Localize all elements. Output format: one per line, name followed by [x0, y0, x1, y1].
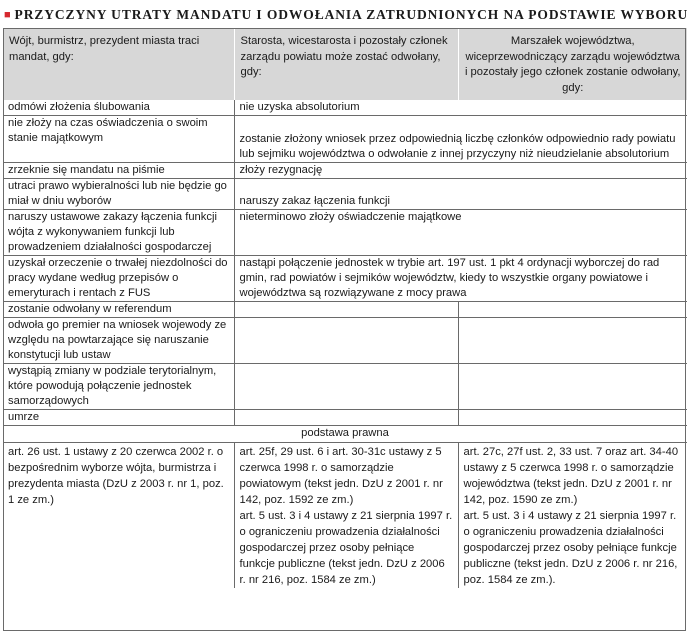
cell-wojt: odmówi złożenia ślubowania — [3, 100, 234, 116]
table-row — [3, 410, 687, 426]
legal-basis-wojewodztwo-text-1: art. 27c, 27f ust. 2, 33 ust. 7 oraz art. 34-40 ustawy z 5 czerwca 1998 r. o samorządzie województwa (tekst jedn. DzU z 2001 r. nr 142, poz. 1590 ze zm.) — [463, 446, 679, 506]
legal-basis-powiat-text-1: art. 25f, 29 ust. 6 i art. 30-31c ustawy z 5 czerwca 1998 r. o samorządzie powiatowym (tekst jedn. DzU z 2001 r. nr 142, poz. 1592 ze zm.) — [239, 446, 443, 506]
title-text: PRZYCZYNY UTRATY MANDATU I ODWOŁANIA ZATRUDNIONYCH NA PODSTAWIE WYBORU — [14, 7, 689, 22]
document-title — [4, 4, 688, 26]
cell-powiat-wojewodztwo: nie uzyska absolutorium — [234, 100, 687, 116]
table-row — [3, 302, 687, 318]
legal-basis-header-row — [3, 426, 687, 443]
cell-wojt: wystąpią zmiany w podziale terytorialnym, które powodują połączenie jednostek samorządowych — [3, 364, 234, 410]
header-wojt: Wójt, burmistrz, prezydent miasta traci mandat, gdy: — [3, 28, 234, 100]
header-starosta: Starosta, wicestarosta i pozostały członek zarządu powiatu może zostać odwołany, gdy: — [234, 28, 458, 100]
cell-powiat-wojewodztwo: nieterminowo złoży oświadczenie majątkowe — [234, 210, 687, 256]
cell-wojt: umrze — [3, 410, 234, 426]
red-marker-icon: ■ — [4, 9, 12, 21]
cell-wojt: zrzeknie się mandatu na piśmie — [3, 163, 234, 179]
cell-powiat-wojewodztwo: zostanie złożony wniosek przez odpowiednią liczbę członków odpowiednio rady powiatu lub sejmiku województwa o odwołanie z innej przyczyny niż nieudzielanie absolutorium — [234, 116, 687, 163]
cell-wojt: nie złoży na czas oświadczenia o swoim stanie majątkowym — [3, 116, 234, 163]
table-row — [3, 116, 687, 163]
legal-basis-powiat-text-2: art. 5 ust. 3 i 4 ustawy z 21 sierpnia 1997 r. o ograniczeniu prowadzenia działalności gospodarczej przez osoby pełniące funkcje publiczne (tekst jedn. DzU z 2006 r. nr 216, poz. 1584 ze zm.) — [239, 510, 453, 586]
legal-basis-row — [3, 443, 687, 589]
legal-basis-label: podstawa prawna — [3, 426, 687, 443]
table-row — [3, 256, 687, 302]
table-row — [3, 163, 687, 179]
table-row — [3, 318, 687, 364]
cell-powiat-wojewodztwo: nastąpi połączenie jednostek w trybie art. 197 ust. 1 pkt 4 ordynacji wyborczej do rad gmin, rad powiatów i sejmików województw, kiedy to wszystkie organy powiatowe i województwa są rozwiązywane z mocy prawa — [234, 256, 687, 302]
cell-wojt: odwoła go premier na wniosek wojewody ze względu na powtarzające się naruszanie konstytucji lub ustaw — [3, 318, 234, 364]
cell-powiat-empty — [234, 318, 458, 364]
cell-wojewodztwo-empty — [458, 302, 687, 318]
cell-powiat-empty — [234, 410, 458, 426]
cell-powiat-empty — [234, 302, 458, 318]
legal-basis-powiat — [234, 443, 458, 589]
reasons-table — [3, 28, 687, 588]
header-marszalek: Marszałek województwa, wiceprzewodniczący zarządu województwa i pozostały jego członek zostanie odwołany, gdy: — [458, 28, 687, 100]
cell-wojt: zostanie odwołany w referendum — [3, 302, 234, 318]
cell-wojewodztwo-empty — [458, 318, 687, 364]
table-row — [3, 100, 687, 116]
table-row — [3, 179, 687, 210]
cell-wojt: uzyskał orzeczenie o trwałej niezdolności do pracy wydane według przepisów o emeryturach i rentach z FUS — [3, 256, 234, 302]
cell-powiat-empty — [234, 364, 458, 410]
header-row — [3, 28, 687, 100]
cell-powiat-wojewodztwo: złoży rezygnację — [234, 163, 687, 179]
legal-basis-wojt-text: art. 26 ust. 1 ustawy z 20 czerwca 2002 r. o bezpośrednim wyborze wójta, burmistrza i prezydenta miasta (DzU z 2003 r. nr 1, poz. 1 ze zm.) — [8, 446, 224, 506]
table-row — [3, 210, 687, 256]
legal-basis-wojewodztwo-text-2: art. 5 ust. 3 i 4 ustawy z 21 sierpnia 1997 r. o ograniczeniu prowadzenia działalności gospodarczej przez osoby pełniące funkcje publiczne (tekst jedn. DzU z 2006 r. nr 216, poz. 1584 ze zm.). — [463, 510, 678, 586]
cell-powiat-wojewodztwo: naruszy zakaz łączenia funkcji — [234, 179, 687, 210]
legal-basis-wojt — [3, 443, 234, 589]
table-row — [3, 364, 687, 410]
cell-wojewodztwo-empty — [458, 410, 687, 426]
cell-wojewodztwo-empty — [458, 364, 687, 410]
cell-wojt: utraci prawo wybieralności lub nie będzie go miał w dniu wyborów — [3, 179, 234, 210]
cell-wojt: naruszy ustawowe zakazy łączenia funkcji wójta z wykonywaniem funkcji lub prowadzeniem działalności gospodarczej — [3, 210, 234, 256]
legal-basis-wojewodztwo — [458, 443, 687, 589]
